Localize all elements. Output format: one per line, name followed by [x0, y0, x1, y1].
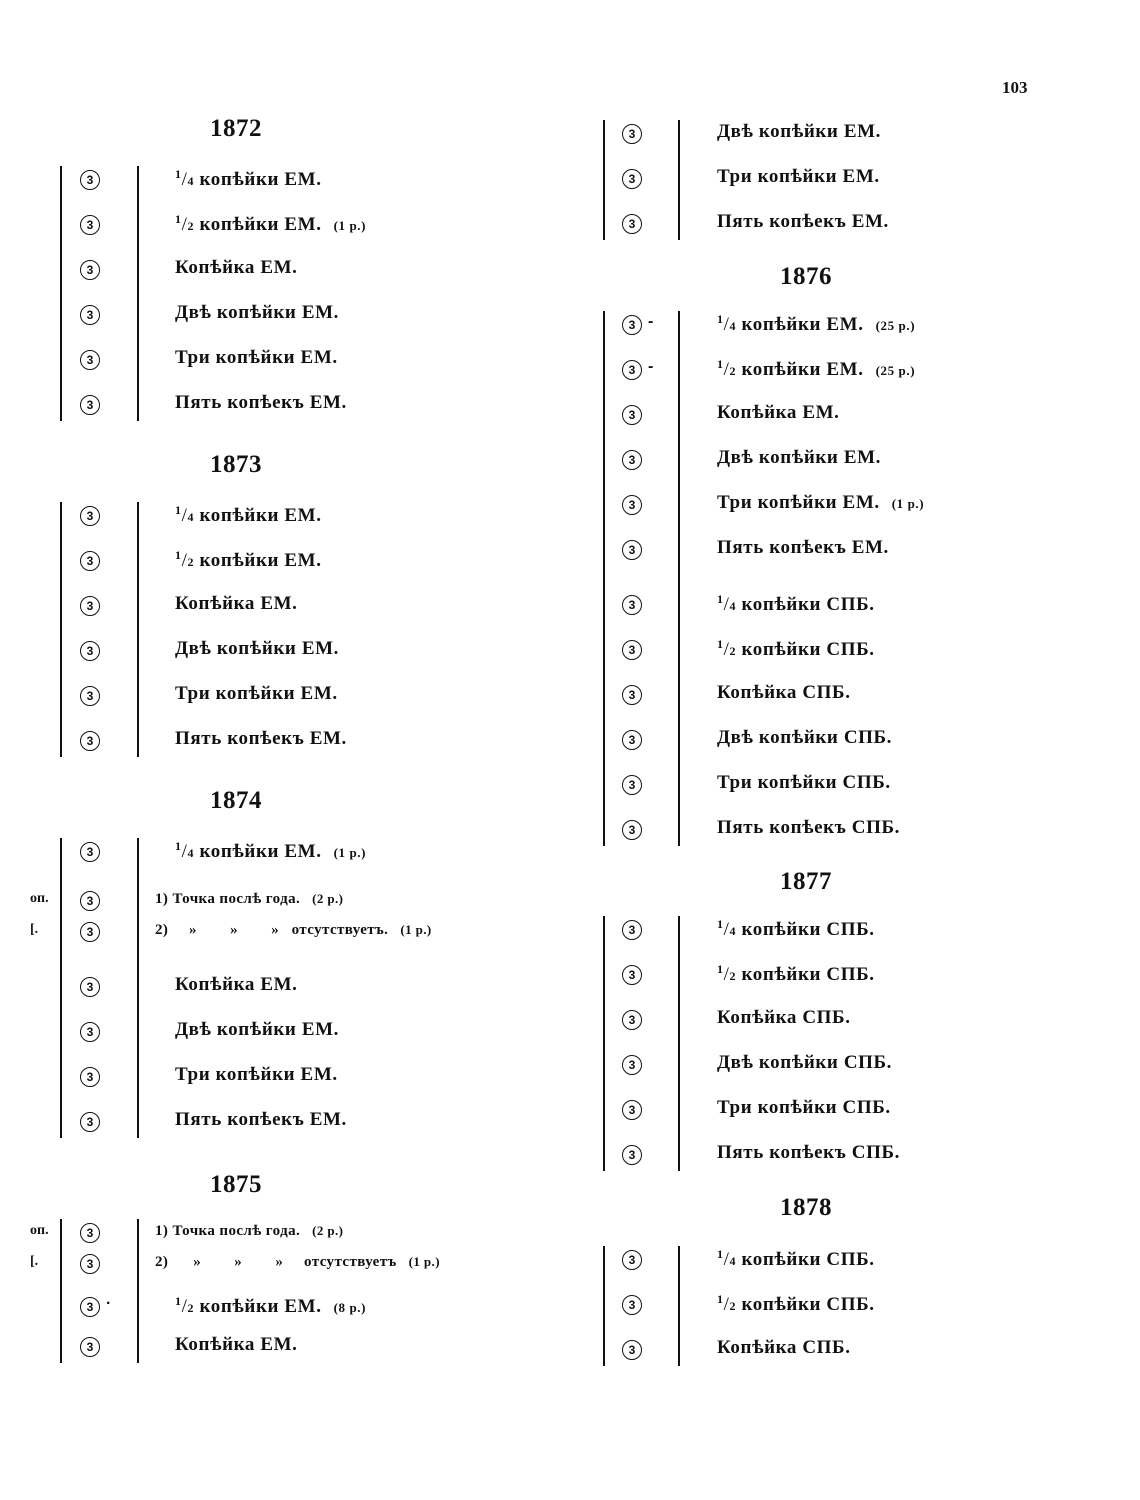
- rarity-mark-icon: 3: [80, 1297, 100, 1317]
- column-rule-left: [60, 838, 62, 1138]
- coin-entry-text: копѣйки ЕМ.: [194, 505, 322, 526]
- coin-entry-text: Три копѣйки ЕМ.: [717, 492, 880, 513]
- rarity-mark-icon: 3: [622, 1145, 642, 1165]
- rarity-mark-icon: 3: [80, 596, 100, 616]
- rarity-mark-suffix: ·: [106, 1295, 112, 1312]
- coin-entry-text: Копѣйка СПБ.: [717, 1007, 851, 1028]
- coin-entry: [717, 166, 880, 188]
- rarity-note: (1 р.): [408, 1254, 440, 1269]
- coin-entry: [717, 637, 875, 661]
- coin-entry-text: Двѣ копѣйки ЕМ.: [717, 447, 881, 468]
- coin-entry: [717, 1337, 851, 1359]
- rarity-note: (1 р.): [891, 496, 925, 511]
- coin-entry-text: копѣйки ЕМ.: [194, 1296, 322, 1317]
- year-heading: 1876: [780, 263, 832, 290]
- rarity-mark-icon: 3: [80, 686, 100, 706]
- rarity-mark-icon: 3: [80, 1254, 100, 1274]
- fraction-denominator: 4: [187, 510, 195, 524]
- coin-entry-text: Копѣйка ЕМ.: [717, 402, 840, 423]
- rarity-mark-icon: 3: [80, 1112, 100, 1132]
- fraction-denominator: 2: [729, 969, 737, 983]
- column-rule-right: [678, 1246, 680, 1366]
- coin-entry: [717, 211, 889, 233]
- rarity-mark-icon: 3: [622, 405, 642, 425]
- rarity-mark-icon: 3: [80, 350, 100, 370]
- fraction-numerator: 1: [717, 1247, 724, 1261]
- coin-entry: [717, 592, 875, 616]
- coin-entry-text: Копѣйка ЕМ.: [175, 257, 298, 278]
- rarity-mark-icon: 3: [80, 731, 100, 751]
- rarity-mark-icon: 3: [80, 215, 100, 235]
- coin-entry-text: копѣйки ЕМ.: [194, 841, 322, 862]
- coin-entry: [717, 312, 915, 336]
- coin-entry-text: Двѣ копѣйки ЕМ.: [717, 121, 881, 142]
- rarity-mark-suffix: -: [648, 313, 654, 330]
- coin-entry: [717, 447, 881, 469]
- coin-entry: [717, 682, 851, 704]
- coin-entry: [155, 1254, 440, 1271]
- coin-entry: [717, 1292, 875, 1316]
- fraction-numerator: 1: [717, 1292, 724, 1306]
- coin-entry-text: Двѣ копѣйки СПБ.: [717, 1052, 893, 1073]
- coin-entry: [717, 917, 875, 941]
- margin-fragment: [.: [30, 922, 39, 937]
- fraction-slash: /: [723, 1249, 730, 1270]
- coin-entry-text: Пять копѣекъ СПБ.: [717, 1142, 900, 1163]
- rarity-note: (2 р.): [312, 1223, 344, 1238]
- coin-entry-text: Пять копѣекъ ЕМ.: [175, 1109, 347, 1130]
- coin-entry: [175, 638, 339, 660]
- fraction-denominator: 2: [729, 1299, 737, 1313]
- coin-entry: [175, 974, 298, 996]
- rarity-note: (25 р.): [875, 363, 916, 378]
- coin-entry: [175, 212, 366, 236]
- coin-entry-text: Двѣ копѣйки СПБ.: [717, 727, 893, 748]
- coin-entry: [717, 727, 892, 749]
- coin-entry: [717, 121, 881, 143]
- coin-entry-text: копѣйки ЕМ.: [194, 214, 322, 235]
- rarity-mark-icon: 3: [80, 977, 100, 997]
- rarity-mark-icon: 3: [622, 965, 642, 985]
- year-heading: 1878: [780, 1194, 832, 1221]
- rarity-mark-icon: 3: [80, 1223, 100, 1243]
- coin-entry-text: копѣйки СПБ.: [736, 1249, 875, 1270]
- rarity-note: (1 р.): [333, 218, 367, 233]
- margin-fragment: [.: [30, 1254, 39, 1269]
- coin-entry: [175, 593, 298, 615]
- rarity-mark-icon: 3: [622, 1010, 642, 1030]
- coin-entry-text: Копѣйка ЕМ.: [175, 974, 298, 995]
- fraction-slash: /: [181, 841, 188, 862]
- coin-entry: [175, 548, 322, 572]
- coin-entry-text: копѣйки СПБ.: [736, 639, 875, 660]
- coin-entry: [155, 891, 343, 908]
- fraction-denominator: 2: [729, 364, 737, 378]
- coin-entry: [155, 1223, 343, 1240]
- coin-entry-text: 2) » » » отсутствуетъ: [155, 1254, 397, 1270]
- fraction-denominator: 2: [187, 1301, 195, 1315]
- fraction-numerator: 1: [175, 548, 182, 562]
- rarity-mark-icon: 3: [622, 169, 642, 189]
- fraction-numerator: 1: [175, 167, 182, 181]
- coin-entry: [717, 1007, 851, 1029]
- year-heading: 1875: [210, 1171, 262, 1198]
- coin-entry: [717, 1097, 891, 1119]
- coin-entry-text: Пять копѣекъ СПБ.: [717, 817, 900, 838]
- rarity-mark-icon: 3: [80, 1067, 100, 1087]
- coin-entry: [717, 817, 900, 839]
- fraction-numerator: 1: [717, 962, 724, 976]
- coin-entry: [175, 1334, 298, 1356]
- coin-entry: [175, 728, 347, 750]
- column-rule-left: [603, 311, 605, 846]
- rarity-mark-icon: 3: [622, 1055, 642, 1075]
- year-heading: 1877: [780, 868, 832, 895]
- fraction-slash: /: [181, 214, 188, 235]
- coin-entry-text: Копѣйка СПБ.: [717, 1337, 851, 1358]
- rarity-note: (1 р.): [333, 845, 367, 860]
- rarity-mark-icon: 3: [622, 450, 642, 470]
- coin-entry-text: Пять копѣекъ ЕМ.: [717, 537, 889, 558]
- coin-entry: [717, 1052, 892, 1074]
- rarity-note: (25 р.): [875, 318, 916, 333]
- rarity-mark-icon: 3: [80, 922, 100, 942]
- coin-entry: [175, 683, 338, 705]
- fraction-numerator: 1: [717, 312, 724, 326]
- rarity-mark-icon: 3: [80, 170, 100, 190]
- fraction-denominator: 4: [729, 319, 737, 333]
- coin-entry: [175, 503, 322, 527]
- coin-entry-text: Пять копѣекъ ЕМ.: [717, 211, 889, 232]
- coin-entry-text: копѣйки СПБ.: [736, 919, 875, 940]
- rarity-note: (1 р.): [400, 922, 432, 937]
- fraction-slash: /: [723, 314, 730, 335]
- coin-entry: [175, 347, 338, 369]
- coin-entry: [175, 167, 322, 191]
- coin-entry: [175, 1294, 366, 1318]
- coin-entry-text: копѣйки ЕМ.: [194, 550, 322, 571]
- coin-entry-text: копѣйки СПБ.: [736, 964, 875, 985]
- coin-entry-text: Копѣйка СПБ.: [717, 682, 851, 703]
- fraction-slash: /: [181, 550, 188, 571]
- column-rule-left: [60, 166, 62, 421]
- coin-entry-text: Три копѣйки СПБ.: [717, 772, 891, 793]
- fraction-denominator: 4: [187, 846, 195, 860]
- column-rule-left: [60, 502, 62, 757]
- fraction-slash: /: [723, 964, 730, 985]
- coin-entry-text: копѣйки ЕМ.: [736, 314, 864, 335]
- coin-entry-text: Три копѣйки СПБ.: [717, 1097, 891, 1118]
- fraction-slash: /: [723, 1294, 730, 1315]
- fraction-slash: /: [723, 594, 730, 615]
- coin-entry-text: Двѣ копѣйки ЕМ.: [175, 1019, 339, 1040]
- fraction-numerator: 1: [717, 917, 724, 931]
- column-rule-right: [137, 1219, 139, 1363]
- margin-fragment: оп.: [30, 891, 49, 906]
- column-rule-left: [603, 916, 605, 1171]
- fraction-slash: /: [723, 639, 730, 660]
- column-rule-right: [678, 120, 680, 240]
- coin-entry-text: Три копѣйки ЕМ.: [175, 1064, 338, 1085]
- rarity-mark-icon: 3: [80, 842, 100, 862]
- column-rule-left: [603, 120, 605, 240]
- coin-entry-text: Двѣ копѣйки ЕМ.: [175, 302, 339, 323]
- coin-entry: [155, 922, 432, 939]
- rarity-mark-icon: 3: [622, 360, 642, 380]
- fraction-numerator: 1: [717, 637, 724, 651]
- rarity-mark-icon: 3: [622, 730, 642, 750]
- coin-entry-text: копѣйки ЕМ.: [736, 359, 864, 380]
- coin-entry: [175, 302, 339, 324]
- fraction-denominator: 4: [187, 174, 195, 188]
- coin-entry: [717, 1247, 875, 1271]
- rarity-mark-icon: 3: [622, 540, 642, 560]
- coin-entry-text: Три копѣйки ЕМ.: [717, 166, 880, 187]
- fraction-numerator: 1: [175, 503, 182, 517]
- rarity-mark-icon: 3: [622, 920, 642, 940]
- rarity-mark-icon: 3: [622, 495, 642, 515]
- rarity-mark-icon: 3: [622, 1100, 642, 1120]
- rarity-mark-icon: 3: [622, 640, 642, 660]
- coin-entry: [175, 839, 366, 863]
- rarity-mark-icon: 3: [80, 1337, 100, 1357]
- fraction-slash: /: [723, 359, 730, 380]
- coin-entry-text: Двѣ копѣйки ЕМ.: [175, 638, 339, 659]
- rarity-mark-icon: 3: [80, 305, 100, 325]
- rarity-mark-icon: 3: [622, 775, 642, 795]
- fraction-denominator: 2: [187, 555, 195, 569]
- coin-entry: [717, 537, 889, 559]
- coin-entry: [175, 392, 347, 414]
- rarity-mark-icon: 3: [622, 315, 642, 335]
- year-heading: 1874: [210, 787, 262, 814]
- coin-entry-text: копѣйки ЕМ.: [194, 169, 322, 190]
- fraction-denominator: 4: [729, 599, 737, 613]
- coin-entry: [175, 1109, 347, 1131]
- fraction-numerator: 1: [175, 839, 182, 853]
- fraction-slash: /: [723, 919, 730, 940]
- rarity-mark-icon: 3: [622, 214, 642, 234]
- margin-fragment: оп.: [30, 1223, 49, 1238]
- year-heading: 1873: [210, 451, 262, 478]
- fraction-denominator: 2: [729, 644, 737, 658]
- coin-entry: [175, 257, 298, 279]
- coin-entry: [175, 1064, 338, 1086]
- coin-entry-text: Пять копѣекъ ЕМ.: [175, 728, 347, 749]
- coin-entry: [175, 1019, 339, 1041]
- coin-entry: [717, 357, 915, 381]
- fraction-denominator: 4: [729, 924, 737, 938]
- column-rule-left: [603, 1246, 605, 1366]
- fraction-denominator: 2: [187, 219, 195, 233]
- fraction-numerator: 1: [175, 212, 182, 226]
- page-number: 103: [1002, 78, 1028, 97]
- fraction-numerator: 1: [717, 357, 724, 371]
- coin-entry: [717, 962, 875, 986]
- column-rule-right: [678, 916, 680, 1171]
- rarity-mark-icon: 3: [622, 1250, 642, 1270]
- coin-entry-text: Пять копѣекъ ЕМ.: [175, 392, 347, 413]
- column-rule-left: [60, 1219, 62, 1363]
- rarity-mark-icon: 3: [622, 124, 642, 144]
- fraction-numerator: 1: [175, 1294, 182, 1308]
- rarity-mark-icon: 3: [622, 1295, 642, 1315]
- column-rule-right: [137, 838, 139, 1138]
- year-heading: 1872: [210, 115, 262, 142]
- coin-entry: [717, 772, 891, 794]
- coin-entry-text: 1) Точка послѣ года.: [155, 891, 301, 907]
- coin-entry-text: Копѣйка ЕМ.: [175, 593, 298, 614]
- coin-entry-text: 2) » » » отсутствуетъ.: [155, 922, 389, 938]
- rarity-mark-icon: 3: [80, 1022, 100, 1042]
- rarity-mark-icon: 3: [622, 595, 642, 615]
- rarity-mark-icon: 3: [80, 506, 100, 526]
- rarity-mark-icon: 3: [80, 395, 100, 415]
- rarity-note: (2 р.): [312, 891, 344, 906]
- rarity-mark-icon: 3: [622, 820, 642, 840]
- coin-entry-text: Копѣйка ЕМ.: [175, 1334, 298, 1355]
- rarity-note: (8 р.): [333, 1300, 367, 1315]
- rarity-mark-icon: 3: [80, 551, 100, 571]
- fraction-slash: /: [181, 1296, 188, 1317]
- rarity-mark-icon: 3: [80, 641, 100, 661]
- rarity-mark-icon: 3: [80, 260, 100, 280]
- rarity-mark-icon: 3: [622, 685, 642, 705]
- column-rule-right: [137, 166, 139, 421]
- coin-entry-text: Три копѣйки ЕМ.: [175, 347, 338, 368]
- fraction-denominator: 4: [729, 1254, 737, 1268]
- rarity-mark-icon: 3: [622, 1340, 642, 1360]
- coin-entry: [717, 492, 924, 514]
- coin-entry-text: 1) Точка послѣ года.: [155, 1223, 301, 1239]
- coin-entry-text: копѣйки СПБ.: [736, 594, 875, 615]
- coin-entry-text: копѣйки СПБ.: [736, 1294, 875, 1315]
- fraction-slash: /: [181, 169, 188, 190]
- coin-entry-text: Три копѣйки ЕМ.: [175, 683, 338, 704]
- rarity-mark-suffix: -: [648, 358, 654, 375]
- coin-entry: [717, 1142, 900, 1164]
- column-rule-right: [137, 502, 139, 757]
- column-rule-right: [678, 311, 680, 846]
- fraction-numerator: 1: [717, 592, 724, 606]
- fraction-slash: /: [181, 505, 188, 526]
- coin-entry: [717, 402, 840, 424]
- rarity-mark-icon: 3: [80, 891, 100, 911]
